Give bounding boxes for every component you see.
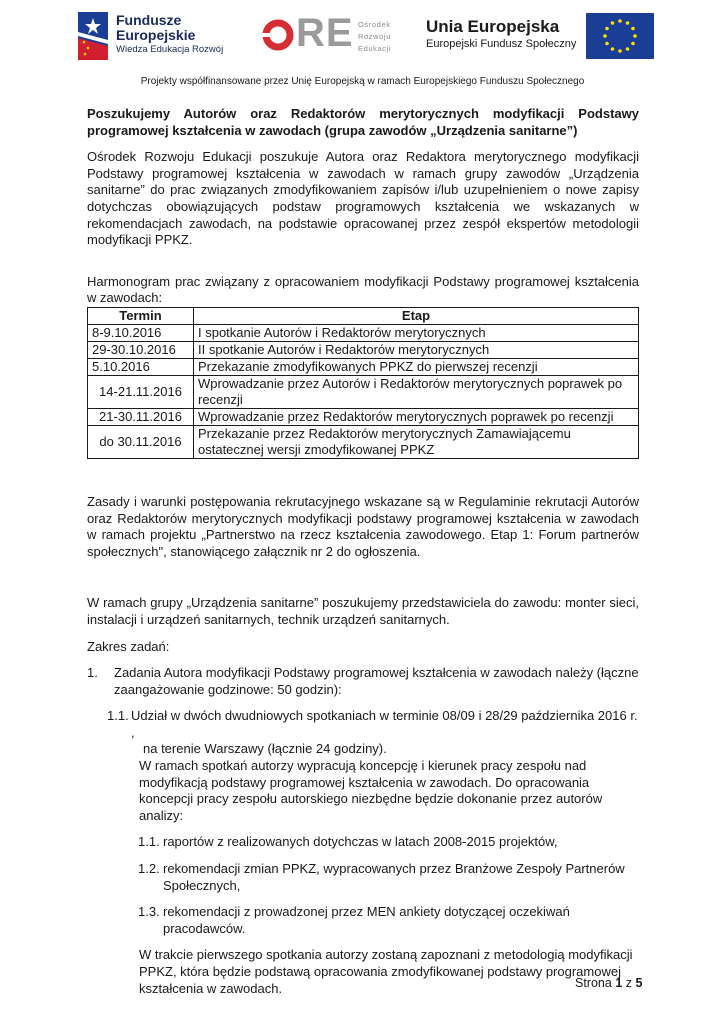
ore-words: Ośrodek Rozwoju Edukacji [358,20,392,53]
table-row [88,341,639,358]
term-cell: 21-30.11.2016 [88,408,194,425]
stage-cell: Wprowadzanie przez Autorów i Redaktorów merytorycznych poprawek po recenzji [194,375,639,408]
subitem-text: rekomendacji z prowadzonej przez MEN ankiety dotyczącej oczekiwań pracodawców. [163,904,570,936]
list-item [87,834,639,851]
task-1-1-number: 1.1. [107,708,129,724]
term-cell: do 30.11.2016 [88,425,194,458]
term-cell: 5.10.2016 [88,358,194,375]
fe-tagline: Wiedza Edukacja Rozwój [116,44,224,55]
table-row [88,324,639,341]
subitem-number: 1.2. [138,861,160,877]
stage-cell: Wprowadzanie przez Redaktorów merytorycznych poprawek po recenzji [194,408,639,425]
table-row [88,408,639,425]
table-header-row [88,307,639,324]
task-1-1-line1: Udział w dwóch dwudniowych spotkaniach w terminie 08/09 i 28/29 października 2016 r. , [131,708,638,740]
ue-title: Unia Europejska [426,17,560,36]
rules-paragraph: Zasady i warunki postępowania rekrutacyjnego wskazane są w Regulaminie rekrutacji Autorów oraz Redaktorów merytorycznych modyfikacji podstawy programowej kształcenia w zawodach w ramach projektu „Partnerstwo na rzecz kształcenia zawodowego. Etap 1: Forum partnerów społecznych", stanowiącego załącznik nr 2 do ogłoszenia. [87,493,639,559]
ore-letters: RE [296,11,354,55]
fe-title: Fundusze Europejskie [116,12,196,43]
task-1-1-line2: na terenie Warszawy (łącznie 24 godziny). [143,741,387,757]
list-item [87,861,639,894]
fundusze-europejskie-logo [78,12,228,60]
ore-logo [262,11,402,57]
ue-label [426,17,576,50]
schedule-intro: Harmonogram prac związany z opracowaniem modyfikacji Podstawy programowej kształcenia w zawodach: [87,273,639,306]
task-1-1-description: W ramach spotkań autorzy wypracują koncepcję i kierunek pracy zespołu nad modyfikacją podstawy programowej kształcenia w zawodach. Do opracowania koncepcji pracy zespołu autorskiego niezbędne będzie dokonanie przez autorów analizy: [139,758,603,823]
ore-circle-icon [262,19,294,51]
stage-cell: I spotkanie Autorów i Redaktorów merytorycznych [194,324,639,341]
term-cell: 29-30.10.2016 [88,341,194,358]
page-header [0,0,725,72]
fe-flag-icon [78,12,108,60]
list-item [87,904,639,937]
eu-flag-icon [586,13,654,59]
table-row [88,425,639,458]
tasks-label: Zakres zadań: [87,638,170,654]
table-row [88,375,639,408]
cofinance-note: Projekty współfinansowane przez Unię Europejską w ramach Europejskiego Funduszu Społecznego [140,76,585,87]
term-cell: 8-9.10.2016 [88,324,194,341]
schedule-table [87,307,639,459]
header-term: Termin [88,307,194,324]
header-stage: Etap [194,307,639,324]
stage-cell: Przekazanie zmodyfikowanych PPKZ do pierwszej recenzji [194,358,639,375]
ue-subtitle: Europejski Fundusz Społeczny [426,38,577,50]
subitem-number: 1.3. [138,904,160,920]
subitem-text: raportów z realizowanych dotychczas w latach 2008-2015 projektów, [163,834,558,850]
document-heading: Poszukujemy Autorów oraz Redaktorów merytorycznych modyfikacji Podstawy programowej kształcenia w zawodach (grupa zawodów „Urządzenia sanitarne”) [87,106,639,138]
term-cell: 14-21.11.2016 [88,375,194,408]
stage-cell: II spotkanie Autorów i Redaktorów merytorycznych [194,341,639,358]
intro-paragraph: Ośrodek Rozwoju Edukacji poszukuje Autora oraz Redaktora merytorycznego modyfikacji Podstawy programowej kształcenia w zawodach w ramach grupy zawodów „Urządzenia sanitarne” do prac związanych zmodyfikowaniem zapisów i/lub uzupełnieniem o nowe zapisy dotychczas obowiązujących podstaw programowych kształcenia we wskazanych w rekomendacjach zawodach, na podstawie opracowanej przez zespół ekspertów metodologii modyfikacji PPKZ. [87,149,639,248]
page-number: Strona 1 z 5 [575,976,643,990]
task-1 [87,665,639,698]
table-row [88,358,639,375]
task-1-number: 1. [87,665,98,681]
task-1-text: Zadania Autora modyfikacji Podstawy programowej kształcenia w zawodach należy (łączne zaangażowanie godzinowe: 50 godzin): [114,665,639,697]
closing-paragraph: W trakcie pierwszego spotkania autorzy zostaną zapoznani z metodologią modyfikacji PPKZ, która będzie podstawą opracowania zmodyfikowanej podstawy programowej kształcenia w zawodach. [139,947,633,996]
document-body [87,106,639,997]
group-paragraph: W ramach grupy „Urządzenia sanitarne” poszukujemy przedstawiciela do zawodu: monter sieci, instalacji i urządzeń sanitarnych, technik urządzeń sanitarnych. [87,595,639,627]
subitem-number: 1.1. [138,834,160,850]
subitem-text: rekomendacji zmian PPKZ, wypracowanych przez Branżowe Zespoły Partnerów Społecznych, [163,861,625,893]
stage-cell: Przekazanie przez Redaktorów merytorycznych Zamawiającemu ostatecznej wersji zmodyfikowanej PPKZ [194,425,639,458]
task-1-1 [87,708,639,824]
